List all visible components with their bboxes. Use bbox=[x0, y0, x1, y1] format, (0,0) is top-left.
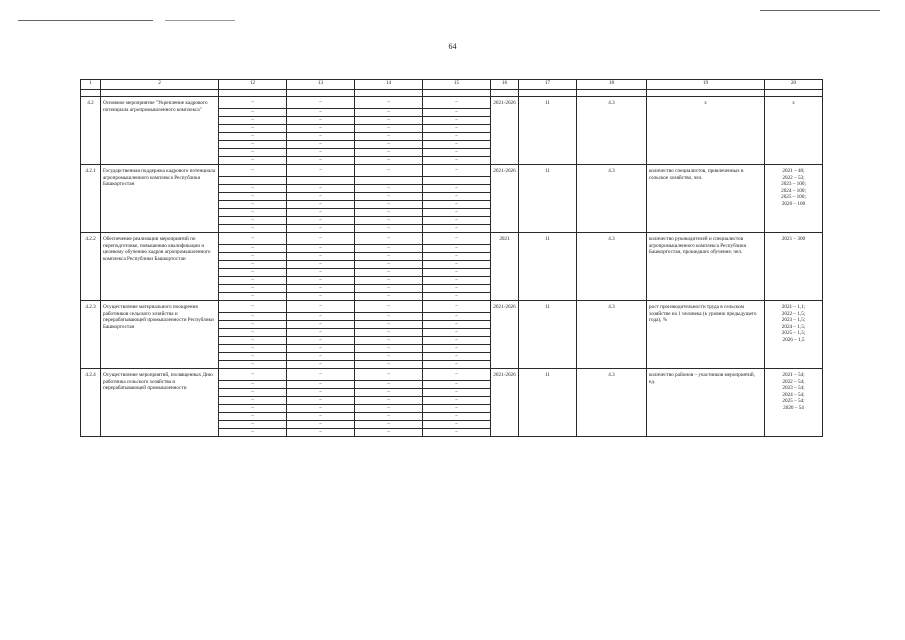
funding-cell: – bbox=[355, 321, 423, 329]
table-row bbox=[81, 165, 823, 177]
funding-cell: – bbox=[423, 253, 491, 261]
funding-cell: – bbox=[219, 149, 287, 157]
row-number: 4.2 bbox=[81, 97, 101, 165]
funding-cell: – bbox=[287, 233, 355, 245]
funding-cell: – bbox=[219, 253, 287, 261]
indicator-cell: количество специалистов, привлеченных в сельское хозяйство, чел. bbox=[647, 165, 765, 233]
funding-cell: – bbox=[423, 261, 491, 269]
target-value: 2023 – 54; bbox=[782, 385, 805, 392]
funding-cell: – bbox=[219, 381, 287, 389]
funding-cell: – bbox=[287, 413, 355, 421]
period-cell: 2021-2026 bbox=[491, 97, 519, 165]
funding-cell: – bbox=[219, 157, 287, 165]
funding-cell: – bbox=[423, 97, 491, 109]
funding-cell: – bbox=[287, 185, 355, 193]
target-value: 2022 – 54; bbox=[782, 378, 805, 385]
funding-cell: – bbox=[287, 261, 355, 269]
funding-cell: – bbox=[355, 277, 423, 285]
col17-cell: 11 bbox=[519, 301, 577, 369]
col18-cell: 4.3 bbox=[577, 97, 647, 165]
funding-cell: – bbox=[287, 141, 355, 149]
funding-cell: – bbox=[287, 157, 355, 165]
funding-cell: – bbox=[219, 201, 287, 209]
table-row bbox=[81, 301, 823, 313]
funding-cell: – bbox=[423, 429, 491, 437]
funding-cell: – bbox=[423, 313, 491, 321]
funding-cell: – bbox=[355, 209, 423, 217]
column-header: 17 bbox=[519, 80, 577, 90]
spacer-cell bbox=[765, 90, 823, 97]
funding-cell: – bbox=[219, 109, 287, 117]
funding-cell: – bbox=[423, 329, 491, 337]
funding-cell: – bbox=[423, 109, 491, 117]
period-cell: 2021-2026 bbox=[491, 165, 519, 233]
col17-cell: 11 bbox=[519, 233, 577, 301]
funding-cell: – bbox=[287, 201, 355, 209]
funding-cell: – bbox=[355, 141, 423, 149]
funding-cell: – bbox=[355, 413, 423, 421]
funding-cell: – bbox=[423, 389, 491, 397]
funding-cell: – bbox=[287, 109, 355, 117]
funding-cell: – bbox=[423, 293, 491, 301]
funding-cell: – bbox=[287, 269, 355, 277]
funding-cell: – bbox=[219, 389, 287, 397]
funding-cell: – bbox=[355, 133, 423, 141]
funding-cell: – bbox=[219, 261, 287, 269]
funding-cell: – bbox=[219, 97, 287, 109]
measure-name: Государственная поддержка кадрового потенциала агропромышленного комплекса Республики Башкортостан bbox=[101, 165, 219, 233]
funding-cell: – bbox=[219, 165, 287, 177]
funding-cell: – bbox=[423, 301, 491, 313]
funding-cell: – bbox=[423, 193, 491, 201]
funding-cell: – bbox=[219, 353, 287, 361]
column-header: 2 bbox=[101, 80, 219, 90]
funding-cell: – bbox=[287, 405, 355, 413]
funding-cell: – bbox=[287, 397, 355, 405]
funding-cell: – bbox=[355, 381, 423, 389]
funding-cell: – bbox=[423, 345, 491, 353]
funding-cell: – bbox=[219, 329, 287, 337]
funding-cell: – bbox=[355, 217, 423, 225]
funding-cell: – bbox=[423, 321, 491, 329]
funding-cell: – bbox=[355, 185, 423, 193]
funding-cell: – bbox=[287, 337, 355, 345]
funding-cell: – bbox=[287, 421, 355, 429]
funding-cell: – bbox=[355, 361, 423, 369]
target-value: 2023 – 1,5; bbox=[781, 317, 806, 324]
spacer-cell bbox=[81, 90, 101, 97]
funding-cell: – bbox=[355, 405, 423, 413]
funding-cell: – bbox=[287, 277, 355, 285]
funding-cell: – bbox=[219, 133, 287, 141]
funding-cell: – bbox=[219, 421, 287, 429]
target-value: х bbox=[792, 100, 795, 106]
funding-cell: – bbox=[355, 337, 423, 345]
funding-cell: – bbox=[219, 293, 287, 301]
funding-cell: – bbox=[355, 125, 423, 133]
target-values-cell bbox=[765, 233, 823, 301]
funding-cell: – bbox=[423, 337, 491, 345]
funding-cell: – bbox=[355, 157, 423, 165]
funding-cell: – bbox=[219, 337, 287, 345]
funding-cell: – bbox=[423, 285, 491, 293]
funding-cell: – bbox=[355, 117, 423, 125]
funding-cell: – bbox=[423, 245, 491, 253]
funding-cell: – bbox=[355, 389, 423, 397]
period-cell: 2021-2026 bbox=[491, 369, 519, 437]
funding-cell: – bbox=[287, 209, 355, 217]
spacer-cell bbox=[577, 90, 647, 97]
target-value: 2026 – 54 bbox=[783, 404, 804, 411]
scan-artifact-line bbox=[165, 20, 235, 21]
header-row bbox=[81, 80, 823, 90]
funding-cell: – bbox=[423, 405, 491, 413]
funding-cell: – bbox=[287, 133, 355, 141]
funding-cell: – bbox=[287, 361, 355, 369]
funding-cell: – bbox=[219, 361, 287, 369]
target-value: 2022 – 53; bbox=[782, 174, 805, 181]
target-value: 2024 – 54; bbox=[782, 391, 805, 398]
funding-cell: – bbox=[355, 353, 423, 361]
funding-cell: – bbox=[219, 301, 287, 313]
funding-cell bbox=[423, 177, 491, 185]
scan-artifact-line bbox=[760, 10, 880, 11]
spacer-cell bbox=[519, 90, 577, 97]
funding-cell: – bbox=[287, 97, 355, 109]
funding-cell: – bbox=[423, 209, 491, 217]
funding-cell: – bbox=[423, 133, 491, 141]
funding-cell: – bbox=[219, 277, 287, 285]
funding-cell: – bbox=[219, 233, 287, 245]
funding-cell: – bbox=[287, 149, 355, 157]
column-header: 1 bbox=[81, 80, 101, 90]
funding-cell: – bbox=[355, 421, 423, 429]
table-row bbox=[81, 233, 823, 245]
target-value: 2024 – 100; bbox=[781, 187, 806, 194]
funding-cell: – bbox=[355, 225, 423, 233]
funding-cell: – bbox=[219, 397, 287, 405]
funding-cell: – bbox=[219, 217, 287, 225]
funding-cell: – bbox=[219, 285, 287, 293]
funding-cell: – bbox=[287, 429, 355, 437]
target-values-cell bbox=[765, 165, 823, 233]
funding-cell: – bbox=[287, 165, 355, 177]
target-value: 2026 – 1,5 bbox=[782, 336, 805, 343]
funding-cell: – bbox=[219, 369, 287, 381]
funding-cell: – bbox=[423, 149, 491, 157]
funding-cell: – bbox=[287, 217, 355, 225]
indicator-cell: рост производительности труда в сельском хозяйстве на 1 человека (к уровню предыдущего года), % bbox=[647, 301, 765, 369]
funding-cell: – bbox=[287, 225, 355, 233]
funding-cell: – bbox=[355, 109, 423, 117]
col17-cell: 11 bbox=[519, 369, 577, 437]
measure-name: Обеспечение реализации мероприятий по переподготовке, повышению квалификации и целевому обучению кадров агропромышленного комплекса Республики Башкортостан bbox=[101, 233, 219, 301]
target-value: 2021 – 54; bbox=[782, 372, 805, 378]
funding-cell: – bbox=[287, 245, 355, 253]
funding-cell: – bbox=[287, 345, 355, 353]
indicator-cell: х bbox=[647, 97, 765, 165]
funding-cell: – bbox=[219, 209, 287, 217]
spacer-cell bbox=[219, 90, 287, 97]
funding-cell: – bbox=[355, 201, 423, 209]
funding-cell: – bbox=[287, 193, 355, 201]
funding-cell: – bbox=[287, 321, 355, 329]
funding-cell: – bbox=[423, 141, 491, 149]
column-header: 14 bbox=[355, 80, 423, 90]
funding-cell: – bbox=[423, 277, 491, 285]
table-row bbox=[81, 97, 823, 109]
funding-cell: – bbox=[423, 125, 491, 133]
row-number: 4.2.3 bbox=[81, 301, 101, 369]
funding-cell: – bbox=[423, 217, 491, 225]
col17-cell: 11 bbox=[519, 165, 577, 233]
funding-cell: – bbox=[423, 413, 491, 421]
column-header: 20 bbox=[765, 80, 823, 90]
indicator-cell: количество руководителей и специалистов агропромышленного комплекса Республики Башкортостан, прошедших обучение, чел. bbox=[647, 233, 765, 301]
funding-cell: – bbox=[355, 253, 423, 261]
indicator-cell: количество районов – участников мероприятий, ед. bbox=[647, 369, 765, 437]
funding-cell: – bbox=[423, 369, 491, 381]
funding-cell: – bbox=[355, 245, 423, 253]
funding-cell: – bbox=[355, 313, 423, 321]
funding-cell: – bbox=[287, 389, 355, 397]
spacer-cell bbox=[647, 90, 765, 97]
funding-cell: – bbox=[219, 429, 287, 437]
col18-cell: 4.3 bbox=[577, 165, 647, 233]
funding-cell: – bbox=[355, 345, 423, 353]
funding-cell: – bbox=[287, 293, 355, 301]
spacer-cell bbox=[423, 90, 491, 97]
target-value: 2021 – 1,1; bbox=[781, 304, 806, 310]
funding-cell: – bbox=[287, 285, 355, 293]
funding-cell: – bbox=[355, 261, 423, 269]
row-number: 4.2.1 bbox=[81, 165, 101, 233]
funding-cell: – bbox=[287, 329, 355, 337]
funding-cell: – bbox=[287, 301, 355, 313]
column-header: 19 bbox=[647, 80, 765, 90]
funding-cell: – bbox=[423, 157, 491, 165]
column-header: 16 bbox=[491, 80, 519, 90]
target-value: 2025 – 1,5; bbox=[781, 330, 806, 337]
funding-cell: – bbox=[355, 193, 423, 201]
funding-cell: – bbox=[355, 293, 423, 301]
target-value: 2026 – 100 bbox=[781, 200, 806, 207]
funding-cell: – bbox=[423, 117, 491, 125]
funding-cell: – bbox=[355, 429, 423, 437]
measure-name: Осуществление мероприятий, посвященных Дню работника сельского хозяйства и перерабатывающей промышленности bbox=[101, 369, 219, 437]
target-value: 2022 – 1,5; bbox=[781, 310, 806, 317]
column-header: 18 bbox=[577, 80, 647, 90]
funding-cell: – bbox=[423, 397, 491, 405]
funding-cell: – bbox=[287, 117, 355, 125]
measure-name: Основное мероприятие "Укрепление кадрового потенциала агропромышленного комплекса" bbox=[101, 97, 219, 165]
funding-cell: – bbox=[355, 329, 423, 337]
funding-cell: – bbox=[355, 397, 423, 405]
funding-cell: – bbox=[219, 117, 287, 125]
funding-cell: – bbox=[355, 285, 423, 293]
measure-name: Осуществление материального поощрения работников сельского хозяйства и перерабатывающей промышленности Республики Башкортостан bbox=[101, 301, 219, 369]
funding-cell: – bbox=[423, 165, 491, 177]
funding-cell: – bbox=[355, 301, 423, 313]
row-number: 4.2.2 bbox=[81, 233, 101, 301]
column-header: 12 bbox=[219, 80, 287, 90]
funding-cell: – bbox=[355, 97, 423, 109]
target-values-cell bbox=[765, 301, 823, 369]
funding-cell: – bbox=[423, 185, 491, 193]
funding-cell: – bbox=[355, 165, 423, 177]
funding-cell: – bbox=[423, 381, 491, 389]
row-number: 4.2.4 bbox=[81, 369, 101, 437]
funding-cell: – bbox=[219, 125, 287, 133]
period-cell: 2021-2026 bbox=[491, 301, 519, 369]
funding-cell: – bbox=[423, 225, 491, 233]
target-value: 2025 – 100; bbox=[781, 194, 806, 201]
target-values-cell bbox=[765, 97, 823, 165]
funding-cell: – bbox=[219, 413, 287, 421]
funding-cell: – bbox=[287, 353, 355, 361]
scan-artifact-line bbox=[18, 20, 153, 21]
col18-cell: 4.3 bbox=[577, 301, 647, 369]
funding-cell: – bbox=[219, 141, 287, 149]
funding-cell: – bbox=[219, 321, 287, 329]
funding-cell: – bbox=[423, 353, 491, 361]
funding-cell: – bbox=[423, 269, 491, 277]
col17-cell: 11 bbox=[519, 97, 577, 165]
spacer-row bbox=[81, 90, 823, 97]
funding-cell: – bbox=[219, 345, 287, 353]
target-value: 2021 – 300 bbox=[781, 236, 806, 242]
period-cell: 2021 bbox=[491, 233, 519, 301]
target-value: 2025 – 54; bbox=[782, 398, 805, 405]
funding-cell: – bbox=[355, 269, 423, 277]
funding-cell: – bbox=[219, 225, 287, 233]
funding-cell: – bbox=[219, 245, 287, 253]
program-table bbox=[80, 79, 823, 437]
table-row bbox=[81, 369, 823, 381]
column-header: 13 bbox=[287, 80, 355, 90]
funding-cell: – bbox=[287, 381, 355, 389]
spacer-cell bbox=[287, 90, 355, 97]
funding-cell: – bbox=[355, 149, 423, 157]
column-header: 15 bbox=[423, 80, 491, 90]
funding-cell bbox=[355, 177, 423, 185]
target-value: 2021 – 40; bbox=[782, 168, 805, 174]
target-value: 2024 – 1,5; bbox=[781, 323, 806, 330]
funding-cell: – bbox=[423, 201, 491, 209]
target-value: 2023 – 100; bbox=[781, 181, 806, 188]
funding-cell: – bbox=[219, 185, 287, 193]
funding-cell bbox=[287, 177, 355, 185]
funding-cell: – bbox=[355, 233, 423, 245]
funding-cell: – bbox=[287, 369, 355, 381]
funding-cell bbox=[219, 177, 287, 185]
col18-cell: 4.3 bbox=[577, 369, 647, 437]
funding-cell: – bbox=[219, 193, 287, 201]
funding-cell: – bbox=[287, 313, 355, 321]
funding-cell: – bbox=[423, 233, 491, 245]
target-values-cell bbox=[765, 369, 823, 437]
funding-cell: – bbox=[219, 313, 287, 321]
funding-cell: – bbox=[287, 125, 355, 133]
funding-cell: – bbox=[423, 361, 491, 369]
page-number: 64 bbox=[448, 42, 457, 51]
funding-cell: – bbox=[287, 253, 355, 261]
funding-cell: – bbox=[219, 405, 287, 413]
funding-cell: – bbox=[219, 269, 287, 277]
funding-cell: – bbox=[355, 369, 423, 381]
funding-cell: – bbox=[423, 421, 491, 429]
spacer-cell bbox=[101, 90, 219, 97]
spacer-cell bbox=[355, 90, 423, 97]
col18-cell: 4.3 bbox=[577, 233, 647, 301]
spacer-cell bbox=[491, 90, 519, 97]
